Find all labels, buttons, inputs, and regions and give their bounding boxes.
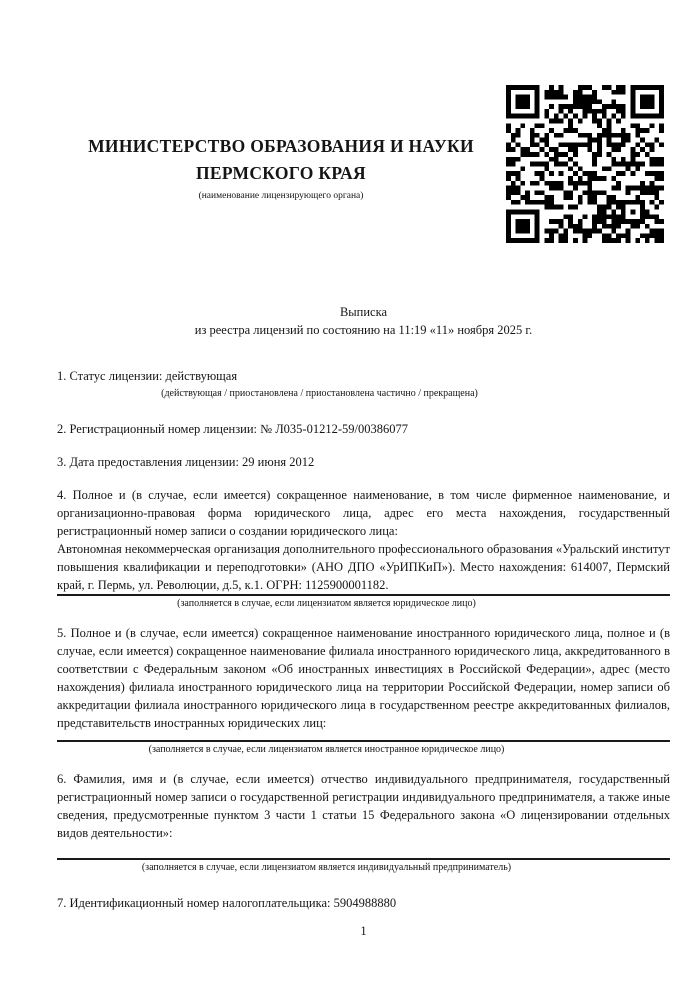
ministry-name-line1: МИНИСТЕРСТВО ОБРАЗОВАНИЯ И НАУКИ — [88, 136, 474, 156]
entrepreneur-divider — [57, 858, 670, 860]
field-legal-entity-question: 4. Полное и (в случае, если имеется) сокращенное наименование, в том числе фирменное наименование, и организационно-правовая форма юридического лица, адрес его места нахождения, государственный регистрационный номер записи о создании юридического лица: — [57, 488, 670, 538]
field-registration-number: 2. Регистрационный номер лицензии: № Л035-01212-59/00386077 — [57, 422, 408, 436]
foreign-entity-divider — [57, 740, 670, 742]
page-number: 1 — [360, 924, 367, 938]
document-title-line2: из реестра лицензий по состоянию на 11:19 «11» ноября 2025 г. — [194, 323, 533, 337]
field-license-status: 1. Статус лицензии: действующая — [57, 369, 238, 383]
field-foreign-entity-caption: (заполняется в случае, если лицензиатом является иностранное юридическое лицо) — [148, 744, 505, 755]
document-body — [57, 0, 670, 912]
field-grant-date: 3. Дата предоставления лицензии: 29 июня 2012 — [57, 455, 315, 469]
ministry-name-caption: (наименование лицензирующего органа) — [198, 191, 364, 201]
field-license-status-caption: (действующая / приостановлена / приостановлена частично / прекращена) — [161, 388, 478, 399]
field-legal-entity-caption: (заполняется в случае, если лицензиатом является юридическое лицо) — [177, 598, 476, 609]
field-legal-entity-answer: Автономная некоммерческая организация дополнительного профессионального образования «Уральский институт повышения квалификации и переподготовки» (АНО ДПО «УрИПКиП»). Место нахождения: 614007, Пермский край, г. Пермь, ул. Революции, д.5, к.1. ОГРН: 1125900001182. — [57, 542, 670, 592]
document-title-line1: Выписка — [339, 305, 388, 319]
field-inn: 7. Идентификационный номер налогоплательщика: 5904988880 — [57, 896, 397, 910]
ministry-name-line2: ПЕРМСКОГО КРАЯ — [196, 163, 366, 183]
field-foreign-entity-question: 5. Полное и (в случае, если имеется) сокращенное наименование иностранного юридического лица, полное и (в случае, если имеется) сокращенное наименование филиала иностранного юридического лица, аккредитованного в соответствии с Федеральным законом «Об иностранных инвестициях в Российской Федерации», адрес (место нахождения) филиала иностранного юридического лица на территории Российской Федерации, номер записи об аккредитации филиала иностранного юридического лица в государственном реестре аккредитованных филиалов, представительств иностранных юридических лиц: — [57, 626, 670, 730]
field-entrepreneur-question: 6. Фамилия, имя и (в случае, если имеется) отчество индивидуального предпринимателя, государственный регистрационный номер записи о государственной регистрации индивидуального предпринимателя, а также иные сведения, предусмотренные пунктом 3 части 1 статьи 15 Федерального закона «О лицензировании отдельных видов деятельности»: — [57, 772, 670, 840]
field-entrepreneur-caption: (заполняется в случае, если лицензиатом является индивидуальный предприниматель) — [141, 862, 512, 873]
legal-entity-divider — [57, 594, 670, 596]
